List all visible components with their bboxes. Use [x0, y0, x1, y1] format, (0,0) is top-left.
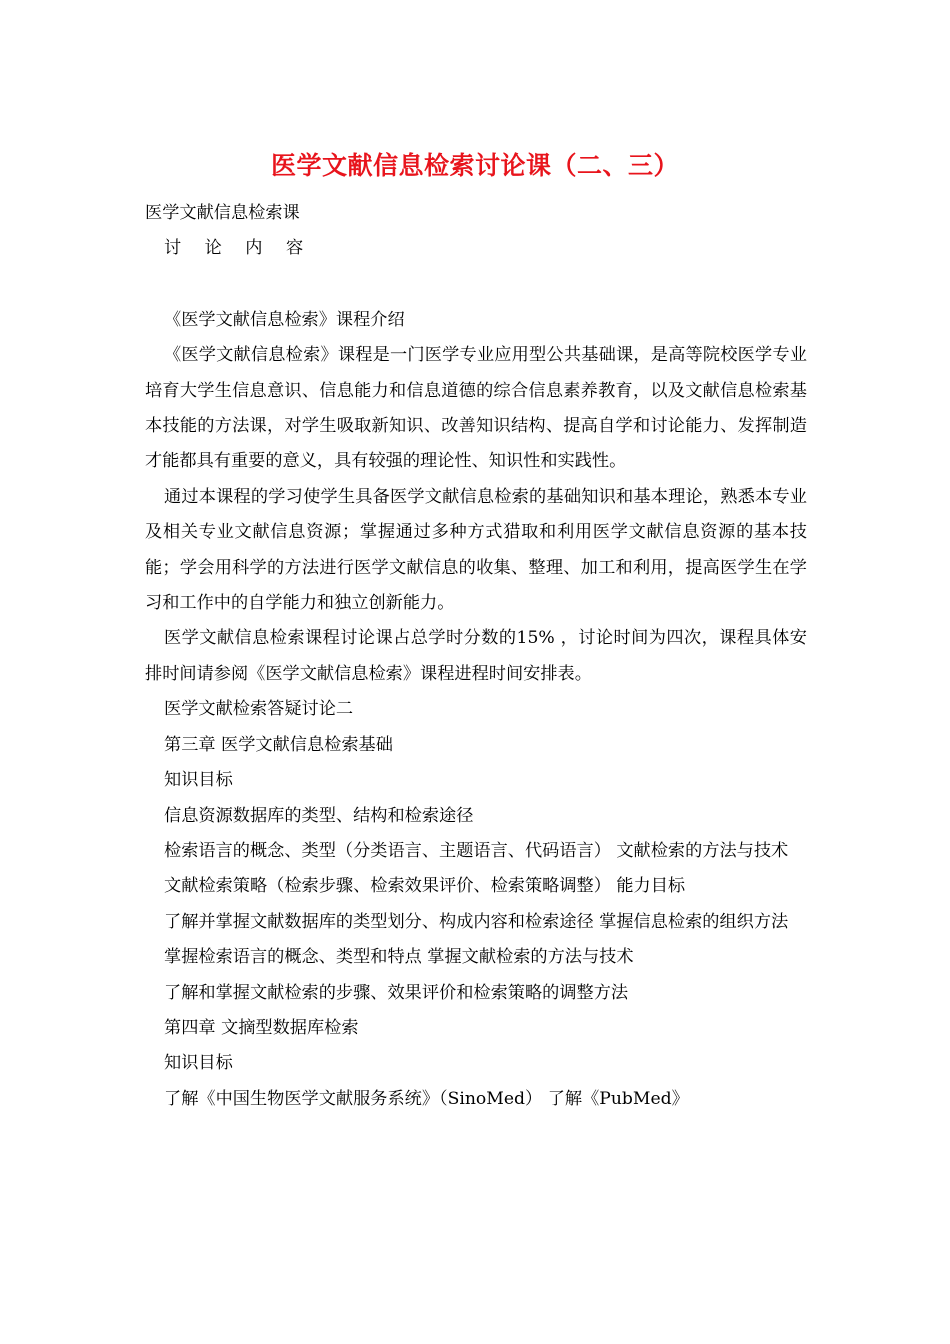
intro-heading: 《医学文献信息检索》课程介绍 — [164, 309, 405, 330]
document-title: 医学文献信息检索讨论课（二、三） — [270, 151, 679, 180]
blank-line — [145, 267, 807, 303]
list-item: 文献检索策略（检索步骤、检索效果评价、检索策略调整） 能力目标 — [164, 876, 686, 897]
chapter-4-title: 第四章 文摘型数据库检索 — [164, 1017, 359, 1038]
list-item: 信息资源数据库的类型、结构和检索途径 — [164, 805, 474, 826]
paragraph-goal: 通过本课程的学习使学生具备医学文献信息检索的基础知识和基本理论，熟悉本专业及相关专业文献信息资源；掌握通过多种方式猎取和利用医学文献信息资源的基本技能；学会用科学的方法进行医学文献信息的收集、整理、加工和利用，提高医学生在学习和工作中的自学能力和独立创新能力。 — [145, 486, 807, 614]
knowledge-goal-heading: 知识目标 — [164, 770, 233, 791]
discussion-heading: 讨 论 内 容 — [164, 238, 313, 259]
list-item: 检索语言的概念、类型（分类语言、主题语言、代码语言） 文献检索的方法与技术 — [164, 840, 789, 861]
list-item: 了解和掌握文献检索的步骤、效果评价和检索策略的调整方法 — [164, 982, 629, 1003]
document-body — [145, 196, 807, 1117]
paragraph-schedule: 医学文献信息检索课程讨论课占总学时分数的15% ，讨论时间为四次，课程具体安排时间请参阅《医学文献信息检索》课程进程时间安排表。 — [145, 628, 807, 684]
list-item: 掌握检索语言的概念、类型和特点 掌握文献检索的方法与技术 — [164, 947, 634, 968]
paragraph-intro: 《医学文献信息检索》课程是一门医学专业应用型公共基础课，是高等院校医学专业培育大学生信息意识、信息能力和信息道德的综合信息素养教育，以及文献信息检索基本技能的方法课，对学生吸取新知识、改善知识结构、提高自学和讨论能力、发挥制造才能都具有重要的意义，具有较强的理论性、知识性和实践性。 — [145, 345, 807, 472]
chapter-3-title: 第三章 医学文献信息检索基础 — [164, 734, 393, 755]
list-item: 了解《中国生物医学文献服务系统》（SinoMed） 了解《PubMed》 — [164, 1088, 689, 1109]
course-heading: 医学文献信息检索课 — [145, 203, 300, 223]
list-item: 了解并掌握文献数据库的类型划分、构成内容和检索途径 掌握信息检索的组织方法 — [164, 911, 789, 932]
knowledge-goal-heading: 知识目标 — [164, 1053, 233, 1074]
qa-heading: 医学文献检索答疑讨论二 — [164, 699, 354, 720]
